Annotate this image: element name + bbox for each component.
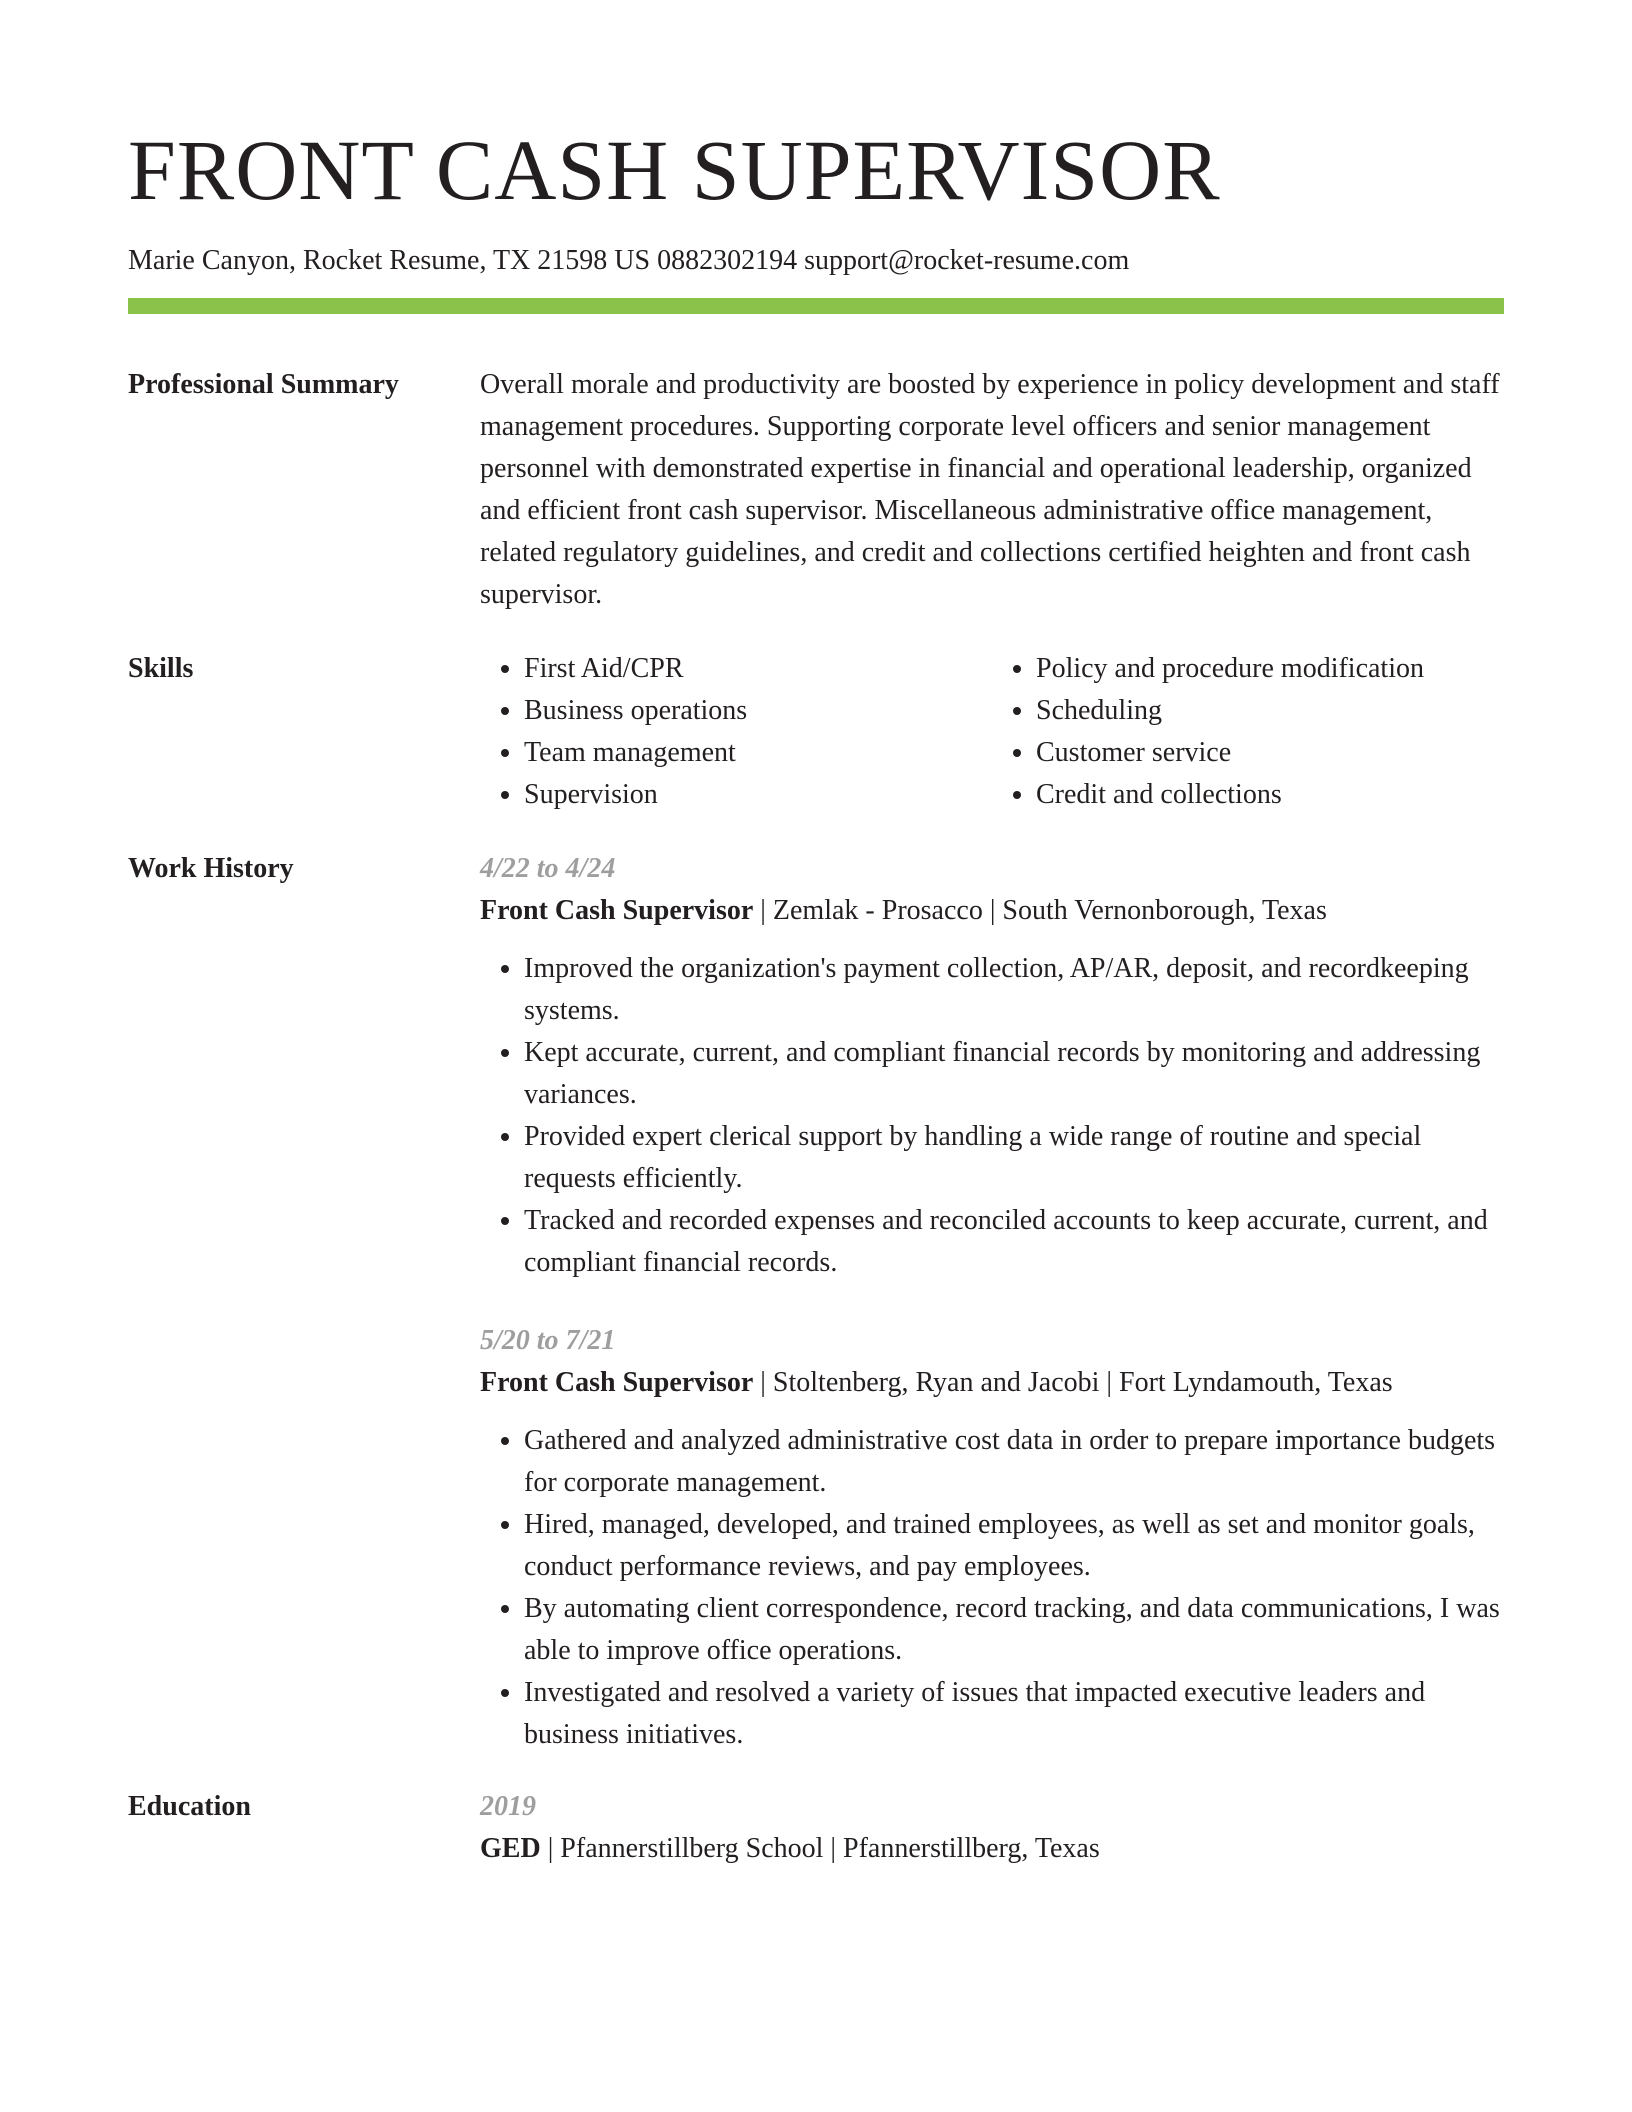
skill-item: • Supervision (524, 774, 992, 816)
skill-item: • Policy and procedure modification (1036, 648, 1504, 690)
section-title-work-history: Work History (128, 853, 294, 884)
education-heading (480, 1828, 1504, 1870)
skills-list-right (992, 648, 1504, 816)
section-title-summary: Professional Summary (128, 369, 399, 400)
job-dates: 4/22 to 4/24 (480, 853, 616, 884)
education-degree: GED (480, 1833, 541, 1864)
job-employer-location: | Stoltenberg, Ryan and Jacobi | Fort Lyndamouth, Texas (753, 1367, 1393, 1398)
job-bullet-list (480, 948, 1504, 1284)
contact-info: Marie Canyon, Rocket Resume, TX 21598 US 0882302194 support@rocket-resume.com (128, 245, 1130, 276)
job-bullet: • Gathered and analyzed administrative cost data in order to prepare importance budgets for corporate management. (524, 1420, 1504, 1504)
job-bullet: • Provided expert clerical support by handling a wide range of routine and special requests efficiently. (524, 1116, 1504, 1200)
summary-section (128, 364, 1504, 616)
education-section (128, 1786, 1504, 1870)
job-bullet: • Investigated and resolved a variety of issues that impacted executive leaders and business initiatives. (524, 1672, 1504, 1756)
job-title: Front Cash Supervisor (480, 1367, 754, 1398)
skill-item: • Business operations (524, 690, 992, 732)
skills-list-left (480, 648, 992, 816)
accent-divider (128, 298, 1504, 314)
job-bullet: • Kept accurate, current, and compliant financial records by monitoring and addressing variances. (524, 1032, 1504, 1116)
job-bullet: • Tracked and recorded expenses and reconciled accounts to keep accurate, current, and compliant financial records. (524, 1200, 1504, 1284)
job-heading (480, 1362, 1504, 1404)
section-title-skills: Skills (128, 653, 194, 684)
job-dates: 5/20 to 7/21 (480, 1325, 616, 1356)
summary-text: Overall morale and productivity are boosted by experience in policy development and staff management procedures. Supporting corporate level officers and senior management personnel with demonstrated expertise in financial and operational leadership, organized and efficient front cash supervisor. Miscellaneous administrative office management, related regulatory guidelines, and credit and collections certified heighten and front cash supervisor. (480, 369, 1500, 610)
resume-page (128, 118, 1504, 1870)
job-bullet: • Hired, managed, developed, and trained employees, as well as set and monitor goals, conduct performance reviews, and pay employees. (524, 1504, 1504, 1588)
skill-item: • Team management (524, 732, 992, 774)
skill-item: • Credit and collections (1036, 774, 1504, 816)
skill-item: • First Aid/CPR (524, 648, 992, 690)
job-entry (480, 1320, 1504, 1756)
skills-section (128, 648, 1504, 816)
skill-item: • Customer service (1036, 732, 1504, 774)
skill-item: • Scheduling (1036, 690, 1504, 732)
job-bullet-list (480, 1420, 1504, 1756)
job-entry (480, 848, 1504, 1284)
work-history-section (128, 848, 1504, 1756)
job-bullet: • By automating client correspondence, record tracking, and data communications, I was able to improve office operations. (524, 1588, 1504, 1672)
job-heading (480, 890, 1504, 932)
job-bullet: • Improved the organization's payment collection, AP/AR, deposit, and recordkeeping systems. (524, 948, 1504, 1032)
section-title-education: Education (128, 1791, 251, 1822)
resume-name-heading: FRONT CASH SUPERVISOR (128, 122, 1221, 218)
education-school-location: | Pfannerstillberg School | Pfannerstillberg, Texas (540, 1833, 1100, 1864)
job-title: Front Cash Supervisor (480, 895, 754, 926)
job-employer-location: | Zemlak - Prosacco | South Vernonborough, Texas (753, 895, 1327, 926)
education-year: 2019 (480, 1791, 536, 1822)
